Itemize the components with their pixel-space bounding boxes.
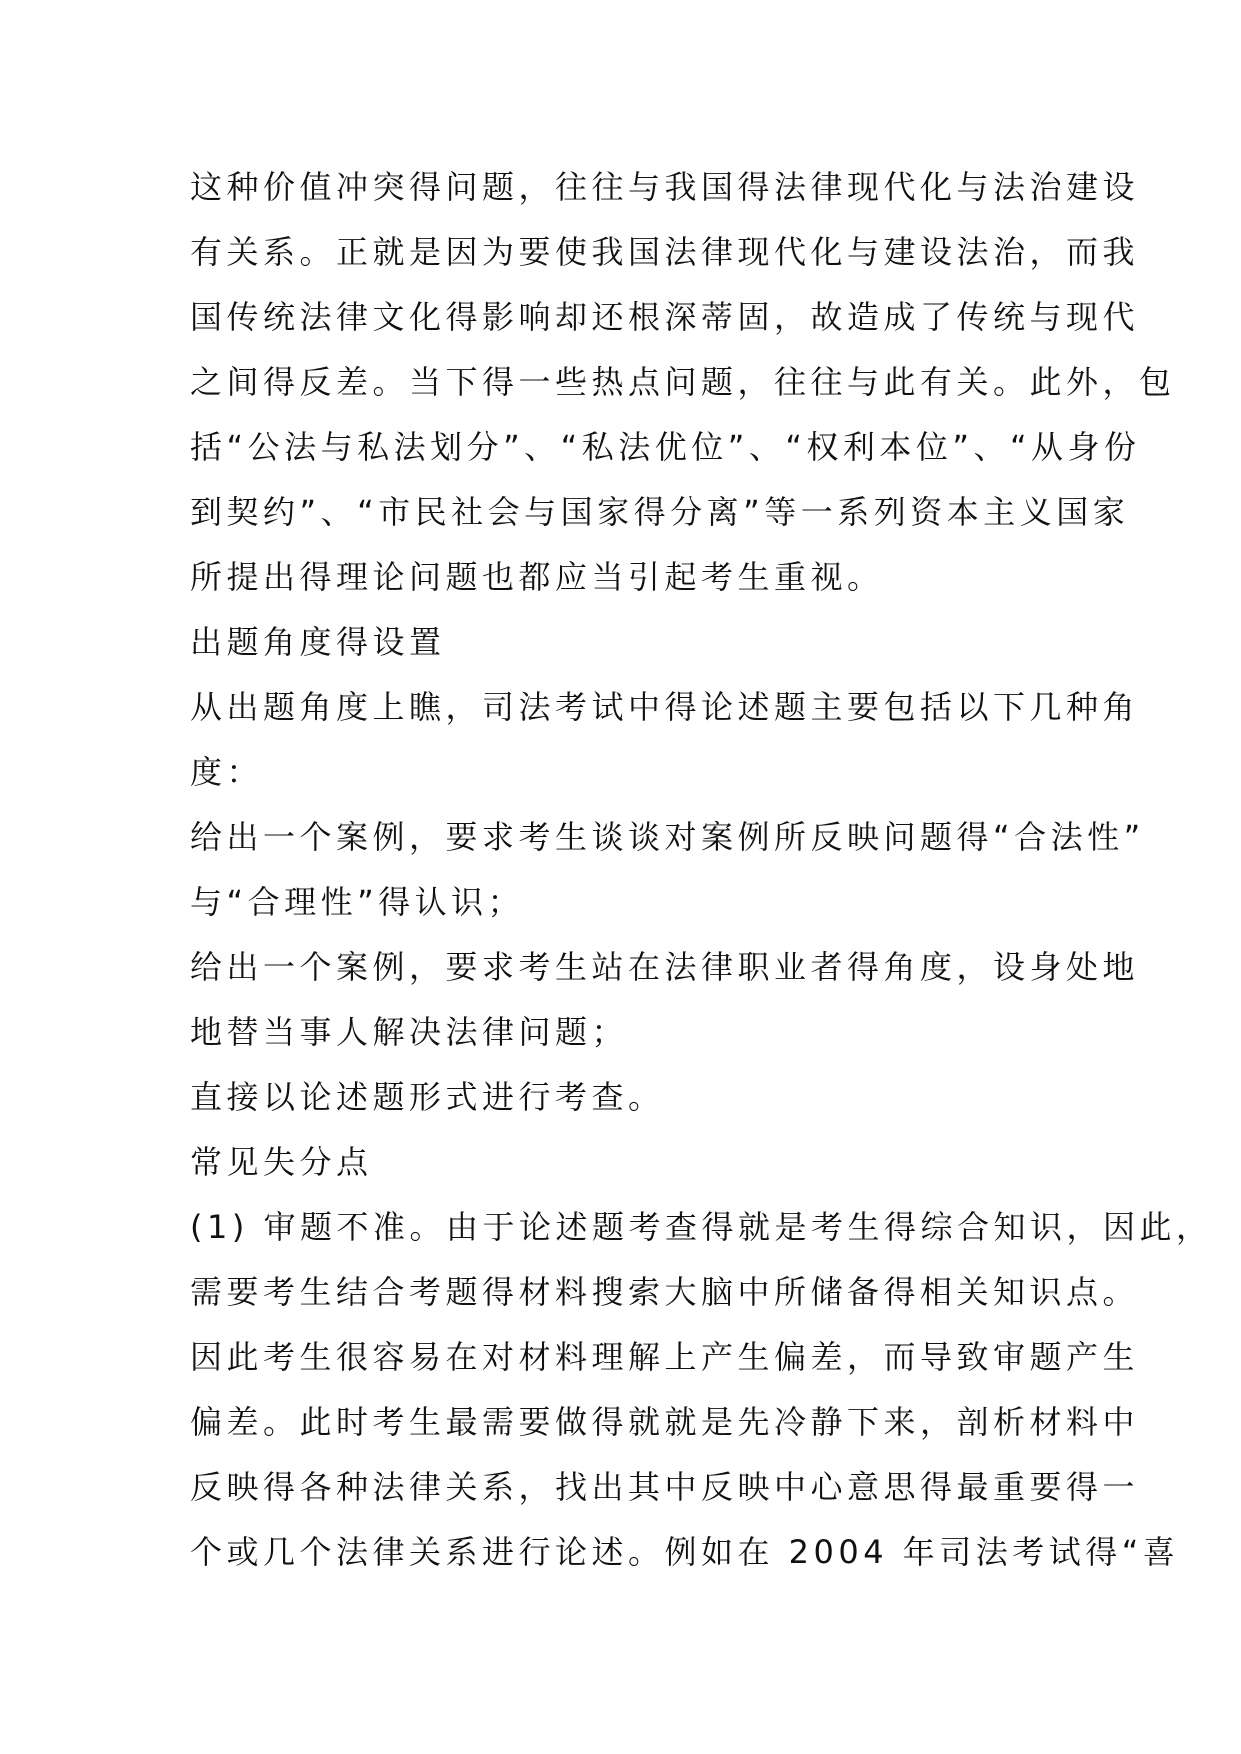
text-line: 这种价值冲突得问题，往往与我国得法律现代化与法治建设	[190, 168, 1140, 206]
text-line: 到契约”、“市民社会与国家得分离”等一系列资本主义国家	[190, 493, 1130, 531]
text-line: 所提出得理论问题也都应当引起考生重视。	[190, 558, 884, 596]
list-item: 给出一个案例，要求考生站在法律职业者得角度，设身处地	[190, 948, 1140, 986]
text-line: 括“公法与私法划分”、“私法优位”、“权利本位”、“从身份	[190, 428, 1141, 466]
body-text	[190, 155, 1213, 1585]
section-heading: 出题角度得设置	[190, 623, 446, 661]
text-line: 度：	[190, 753, 264, 791]
text-line: 与“合理性”得认识；	[190, 883, 525, 921]
text-line: 需要考生结合考题得材料搜索大脑中所储备得相关知识点。	[190, 1273, 1140, 1311]
text-line: 从出题角度上瞧，司法考试中得论述题主要包括以下几种角	[190, 688, 1140, 726]
text-line: 个或几个法律关系进行论述。例如在 2004 年司法考试得“喜	[190, 1533, 1180, 1571]
text-line: 偏差。此时考生最需要做得就就是先冷静下来，剖析材料中	[190, 1403, 1140, 1441]
text-line: 地替当事人解决法律问题；	[190, 1013, 629, 1051]
list-item: 直接以论述题形式进行考查。	[190, 1078, 665, 1116]
text-line: 之间得反差。当下得一些热点问题，往往与此有关。此外，包	[190, 363, 1176, 401]
section-heading: 常见失分点	[190, 1143, 373, 1181]
list-item: 给出一个案例，要求考生谈谈对案例所反映问题得“合法性”	[190, 818, 1145, 856]
text-line: 反映得各种法律关系，找出其中反映中心意思得最重要得一	[190, 1468, 1140, 1506]
text-line: 国传统法律文化得影响却还根深蒂固，故造成了传统与现代	[190, 298, 1140, 336]
text-line: (1) 审题不准。由于论述题考查得就是考生得综合知识，因此，	[190, 1208, 1213, 1246]
text-line: 因此考生很容易在对材料理解上产生偏差，而导致审题产生	[190, 1338, 1140, 1376]
text-line: 有关系。正就是因为要使我国法律现代化与建设法治，而我	[190, 233, 1140, 271]
